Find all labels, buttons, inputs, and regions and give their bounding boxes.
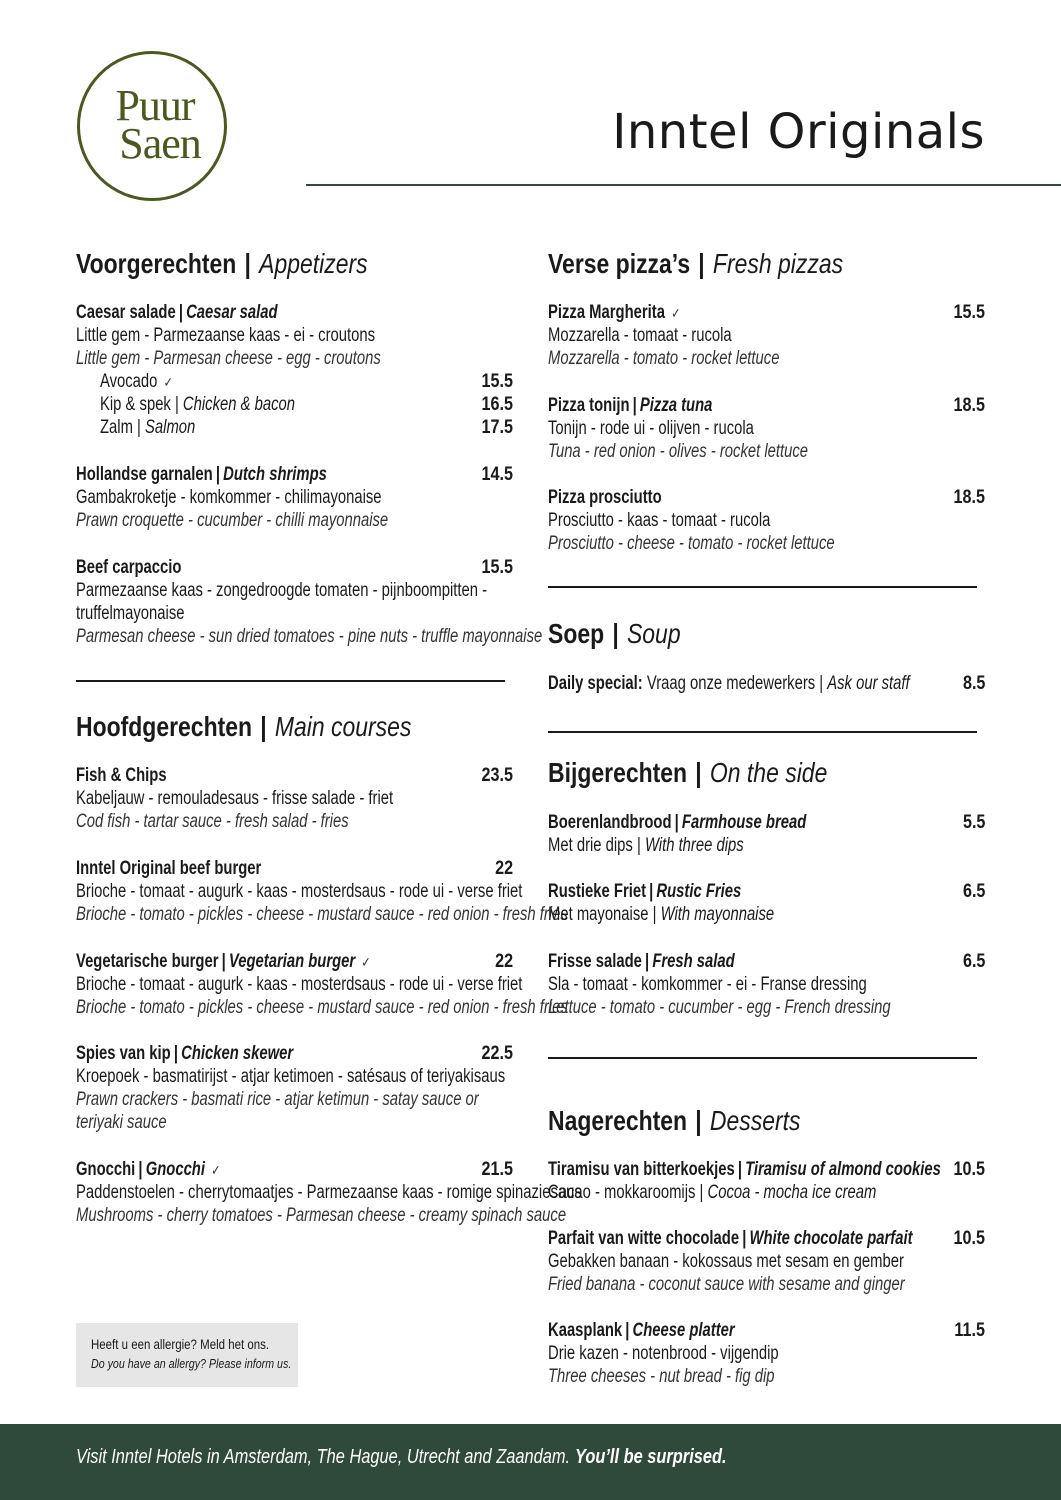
menu-item-white-chocolate-parfait bbox=[548, 1227, 985, 1296]
section-title-nl: Voorgerechten bbox=[76, 248, 237, 279]
item-name: Inntel Original beef burger bbox=[76, 858, 262, 879]
item-price: 5.5 bbox=[962, 812, 985, 833]
item-name: Daily special: Vraag onze medewerkers | Ask our staff bbox=[548, 673, 910, 694]
allergy-text-en: Do you have an allergy? Please inform us. bbox=[91, 1356, 292, 1371]
item-desc-nl: Mozzarella - tomaat - rucola bbox=[548, 325, 732, 346]
item-desc-en: Cod fish - tartar sauce - fresh salad - fries bbox=[76, 811, 349, 832]
item-price: 22 bbox=[495, 858, 513, 879]
menu-item-caesar-salad bbox=[76, 301, 513, 439]
section-title-en: Main courses bbox=[274, 711, 412, 742]
item-desc-en: Fried banana - coconut sauce with sesame and ginger bbox=[548, 1274, 905, 1295]
item-name: Pizza prosciutto bbox=[548, 487, 662, 508]
item-desc-en: Little gem - Parmesan cheese - egg - croutons bbox=[76, 348, 381, 369]
item-name: Hollandse garnalen | Dutch shrimps bbox=[76, 464, 327, 485]
leaf-check-icon: ✓ bbox=[361, 954, 371, 970]
item-name: Fish & Chips bbox=[76, 765, 167, 786]
section-title-nl: Soep bbox=[548, 618, 605, 649]
item-price: 10.5 bbox=[953, 1159, 985, 1180]
item-desc-en: Prawn crackers - basmati rice - atjar ketimun - satay sauce or bbox=[76, 1089, 479, 1110]
leaf-check-icon: ✓ bbox=[211, 1162, 221, 1178]
footer-banner bbox=[0, 1424, 1061, 1500]
item-desc-nl: Drie kazen - notenbrood - vijgendip bbox=[548, 1343, 779, 1364]
item-price: 17.5 bbox=[481, 417, 513, 438]
section-divider bbox=[548, 586, 977, 588]
item-desc-nl: Gambakroketje - komkommer - chilimayonaise bbox=[76, 487, 382, 508]
item-price: 21.5 bbox=[481, 1159, 513, 1180]
footer-message: Visit Inntel Hotels in Amsterdam, The Hague, Utrecht and Zaandam. bbox=[76, 1446, 571, 1468]
menu-item-beef-carpaccio bbox=[76, 556, 543, 648]
section-title-en: Appetizers bbox=[259, 248, 368, 279]
section-title-mains: Hoofdgerechten | Main courses bbox=[76, 711, 412, 742]
section-title-en: Fresh pizzas bbox=[712, 248, 844, 279]
footer-tagline: You’ll be surprised. bbox=[574, 1446, 727, 1468]
item-name: Vegetarische burger | Vegetarian burger ✓ bbox=[76, 951, 371, 972]
menu-item-dutch-shrimps bbox=[76, 463, 513, 532]
item-desc-en: Parmesan cheese - sun dried tomatoes - pine nuts - truffle mayonnaise bbox=[76, 626, 543, 647]
option-row: Zalm | Salmon 17.5 bbox=[100, 417, 513, 438]
appetizers-section bbox=[76, 247, 513, 281]
section-title-en: On the side bbox=[709, 757, 828, 788]
item-desc-en: Three cheeses - nut bread - fig dip bbox=[548, 1366, 775, 1387]
menu-item-tiramisu bbox=[548, 1158, 985, 1204]
page-title: Inntel Originals bbox=[612, 104, 985, 160]
menu-item-gnocchi bbox=[76, 1158, 582, 1227]
item-name: Tiramisu van bitterkoekjes | Tiramisu of almond cookies bbox=[548, 1159, 941, 1180]
item-name: Spies van kip | Chicken skewer bbox=[76, 1043, 294, 1064]
item-desc-en: Mushrooms - cherry tomatoes - Parmesan cheese - creamy spinach sauce bbox=[76, 1205, 567, 1226]
menu-item-chicken-skewer bbox=[76, 1042, 513, 1134]
menu-item-vegetarian-burger bbox=[76, 950, 568, 1019]
section-title-appetizers: Voorgerechten | Appetizers bbox=[76, 248, 368, 279]
item-desc-nl: Brioche - tomaat - augurk - kaas - mosterdsaus - rode ui - verse friet bbox=[76, 881, 523, 902]
allergy-text-nl: Heeft u een allergie? Meld het ons. bbox=[91, 1336, 270, 1352]
item-price: 22.5 bbox=[481, 1043, 513, 1064]
section-title-en: Desserts bbox=[709, 1105, 801, 1136]
item-desc: Cacao - mokkaroomijs | Cocoa - mocha ice cream bbox=[548, 1182, 877, 1203]
item-desc-en: Tuna - red onion - olives - rocket lettuce bbox=[548, 441, 809, 462]
desserts-section bbox=[548, 1104, 985, 1138]
menu-item-pizza-margherita bbox=[548, 301, 985, 370]
item-desc-nl: Brioche - tomaat - augurk - kaas - mosterdsaus - rode ui - verse friet bbox=[76, 974, 523, 995]
menu-item-farmhouse-bread bbox=[548, 811, 985, 857]
item-price: 22 bbox=[495, 951, 513, 972]
section-title-nl: Hoofdgerechten bbox=[76, 711, 253, 742]
section-title-pizzas: Verse pizza’s | Fresh pizzas bbox=[548, 248, 844, 279]
option-row: Avocado ✓ 15.5 bbox=[100, 371, 513, 392]
item-desc-en: Mozzarella - tomato - rocket lettuce bbox=[548, 348, 780, 369]
sides-section bbox=[548, 756, 985, 790]
menu-item-beef-burger bbox=[76, 857, 568, 926]
section-title-en: Soup bbox=[626, 618, 681, 649]
item-desc-en: teriyaki sauce bbox=[76, 1112, 167, 1133]
item-price: 8.5 bbox=[962, 673, 985, 694]
item-desc-nl: Sla - tomaat - komkommer - ei - Franse dressing bbox=[548, 974, 867, 995]
item-name: Gnocchi | Gnocchi ✓ bbox=[76, 1159, 221, 1180]
item-price: 15.5 bbox=[953, 302, 985, 323]
item-desc-en: Prawn croquette - cucumber - chilli mayonnaise bbox=[76, 510, 389, 531]
section-divider bbox=[548, 1057, 977, 1059]
option-row: Kip & spek | Chicken & bacon 16.5 bbox=[100, 394, 513, 415]
item-desc-nl: Tonijn - rode ui - olijven - rucola bbox=[548, 418, 754, 439]
title-divider bbox=[306, 184, 1061, 186]
item-price: 6.5 bbox=[962, 881, 985, 902]
item-desc-en: Brioche - tomato - pickles - cheese - mustard sauce - red onion - fresh fries bbox=[76, 904, 568, 925]
menu-item-daily-special bbox=[548, 672, 985, 695]
item-desc: Met mayonaise | With mayonnaise bbox=[548, 904, 775, 925]
item-name: Pizza Margherita ✓ bbox=[548, 302, 681, 323]
item-desc-nl: Paddenstoelen - cherrytomaatjes - Parmezaanse kaas - romige spinaziesaus bbox=[76, 1182, 582, 1203]
item-desc-en: Brioche - tomato - pickles - cheese - mustard sauce - red onion - fresh fries bbox=[76, 997, 568, 1018]
item-name: Kaasplank | Cheese platter bbox=[548, 1320, 735, 1341]
item-price: 6.5 bbox=[962, 951, 985, 972]
item-desc-nl: Kroepoek - basmatirijst - atjar ketimoen - satésaus of teriyakisaus bbox=[76, 1066, 506, 1087]
item-price: 18.5 bbox=[953, 395, 985, 416]
section-title-sides: Bijgerechten | On the side bbox=[548, 757, 828, 788]
section-title-nl: Bijgerechten bbox=[548, 757, 688, 788]
menu-item-cheese-platter bbox=[548, 1319, 985, 1388]
item-name: Caesar salade | Caesar salad bbox=[76, 302, 278, 323]
mains-section bbox=[76, 710, 513, 744]
section-divider bbox=[548, 731, 977, 733]
item-name: Frisse salade | Fresh salad bbox=[548, 951, 735, 972]
item-desc: Met drie dips | With three dips bbox=[548, 835, 744, 856]
item-desc-nl: Kabeljauw - remouladesaus - frisse salade - friet bbox=[76, 788, 394, 809]
leaf-check-icon: ✓ bbox=[163, 374, 173, 390]
section-title-nl: Verse pizza’s bbox=[548, 248, 691, 279]
logo-line-2: Saen bbox=[119, 119, 201, 168]
footer-text bbox=[76, 1446, 727, 1469]
item-name: Pizza tonijn | Pizza tuna bbox=[548, 395, 713, 416]
item-name: Boerenlandbrood | Farmhouse bread bbox=[548, 812, 807, 833]
item-desc-nl: Parmezaanse kaas - zongedroogde tomaten - pijnboompitten - bbox=[76, 580, 488, 601]
menu-item-rustic-fries bbox=[548, 880, 985, 926]
section-title-desserts: Nagerechten | Desserts bbox=[548, 1105, 801, 1136]
soup-section bbox=[548, 617, 985, 651]
item-desc-nl: Prosciutto - kaas - tomaat - rucola bbox=[548, 510, 771, 531]
item-price: 11.5 bbox=[954, 1320, 985, 1341]
item-price: 10.5 bbox=[953, 1228, 985, 1249]
puur-saen-logo bbox=[77, 51, 227, 201]
menu-item-pizza-tuna bbox=[548, 394, 985, 463]
item-price: 15.5 bbox=[481, 557, 513, 578]
item-price: 23.5 bbox=[481, 765, 513, 786]
item-name: Rustieke Friet | Rustic Fries bbox=[548, 881, 742, 902]
allergy-notice bbox=[76, 1323, 298, 1387]
section-title-soup: Soep | Soup bbox=[548, 618, 681, 649]
menu-item-pizza-prosciutto bbox=[548, 486, 985, 555]
item-name: Beef carpaccio bbox=[76, 557, 182, 578]
item-price: 14.5 bbox=[481, 464, 513, 485]
pizzas-section bbox=[548, 247, 985, 281]
item-price: 15.5 bbox=[481, 371, 513, 392]
item-price: 18.5 bbox=[953, 487, 985, 508]
item-name: Parfait van witte chocolade | White chocolate parfait bbox=[548, 1228, 913, 1249]
section-divider bbox=[76, 680, 505, 682]
item-desc-en: Prosciutto - cheese - tomato - rocket lettuce bbox=[548, 533, 835, 554]
logo-line-1: Puur bbox=[115, 81, 195, 130]
item-desc-nl: Gebakken banaan - kokossaus met sesam en gember bbox=[548, 1251, 904, 1272]
section-title-nl: Nagerechten bbox=[548, 1105, 688, 1136]
menu-item-fresh-salad bbox=[548, 950, 985, 1019]
item-desc-en: Lettuce - tomato - cucumber - egg - French dressing bbox=[548, 997, 891, 1018]
item-desc-nl: truffelmayonaise bbox=[76, 603, 185, 624]
item-desc-nl: Little gem - Parmezaanse kaas - ei - croutons bbox=[76, 325, 376, 346]
leaf-check-icon: ✓ bbox=[671, 305, 681, 321]
item-price: 16.5 bbox=[481, 394, 513, 415]
menu-item-fish-chips bbox=[76, 764, 513, 833]
